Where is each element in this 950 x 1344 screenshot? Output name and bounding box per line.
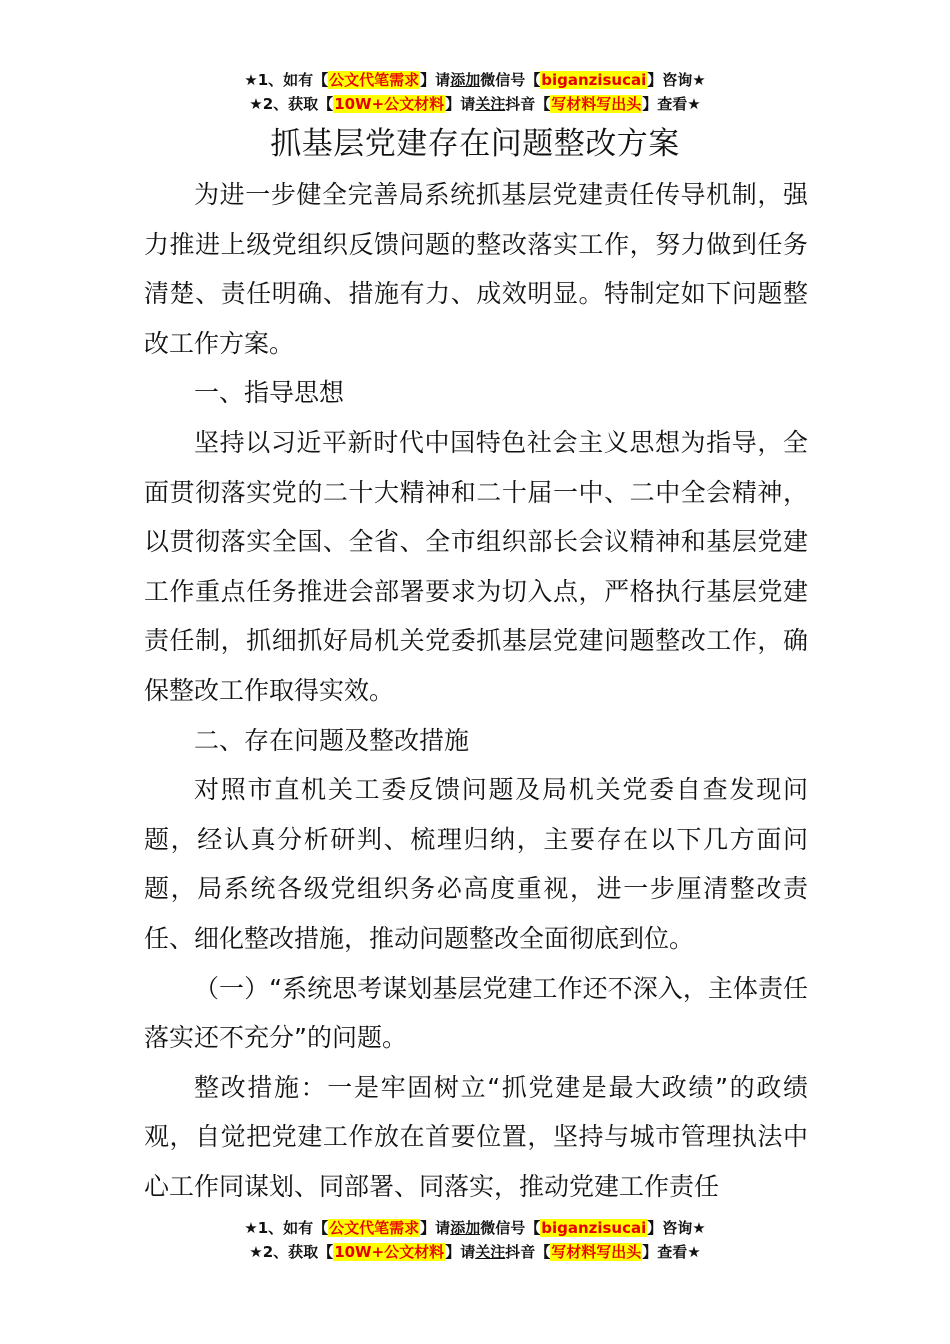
banner-text: 】请 <box>445 95 476 113</box>
banner-text: 抖音【 <box>505 95 551 113</box>
banner-text: 微信号【 <box>480 71 541 89</box>
banner-text: ★1、如有【 <box>244 71 329 89</box>
banner-text: 】咨询★ <box>647 71 706 89</box>
paragraph: 坚持以习近平新时代中国特色社会主义思想为指导，全面贯彻落实党的二十大精神和二十届一中、二中全会精神，以贯彻落实全国、全省、全市组织部长会议精神和基层党建工作重点任务推进会部署要求为切入点，严格执行基层党建责任制，抓细抓好局机关党委抓基层党建问题整改工作，确保整改工作取得实效。 <box>144 427 808 705</box>
underlined-text: 添加 <box>450 1219 481 1237</box>
header-banner <box>0 68 950 116</box>
subsection-heading: （一）“系统思考谋划基层党建工作还不深入，主体责任落实还不充分”的问题。 <box>144 973 808 1053</box>
highlight-text: biganzisucai <box>541 1219 647 1237</box>
highlight-text: 写材料写出头 <box>551 1243 642 1261</box>
banner-text: 】请 <box>445 1243 476 1261</box>
highlight-text: 公文代笔需求 <box>329 71 420 89</box>
banner-line-2 <box>0 92 950 116</box>
banner-text: 】查看★ <box>642 95 701 113</box>
banner-text: ★2、获取【 <box>249 1243 334 1261</box>
section-heading: 二、存在问题及整改措施 <box>194 725 470 755</box>
banner-text: 】查看★ <box>642 1243 701 1261</box>
underlined-text: 关注 <box>475 95 506 113</box>
banner-line-2 <box>0 1240 950 1264</box>
highlight-text: 公文代笔需求 <box>329 1219 420 1237</box>
underlined-text: 关注 <box>475 1243 506 1261</box>
paragraph: 为进一步健全完善局系统抓基层党建责任传导机制，强力推进上级党组织反馈问题的整改落实工作，努力做到任务清楚、责任明确、措施有力、成效明显。特制定如下问题整改工作方案。 <box>144 180 808 358</box>
highlight-text: 10W+公文材料 <box>334 1243 445 1261</box>
banner-text: 】咨询★ <box>647 1219 706 1237</box>
document-title: 抓基层党建存在问题整改方案 <box>270 126 680 162</box>
banner-text: 抖音【 <box>505 1243 551 1261</box>
banner-text: 微信号【 <box>480 1219 541 1237</box>
banner-line-1 <box>0 68 950 92</box>
highlight-text: biganzisucai <box>541 71 647 89</box>
underlined-text: 添加 <box>450 71 481 89</box>
highlight-text: 写材料写出头 <box>551 95 642 113</box>
banner-line-1 <box>0 1216 950 1240</box>
banner-text: 】请 <box>420 71 451 89</box>
footer-banner <box>0 1216 950 1264</box>
banner-text: 】请 <box>420 1219 451 1237</box>
paragraph: 对照市直机关工委反馈问题及局机关党委自查发现问题，经认真分析研判、梳理归纳，主要存在以下几方面问题，局系统各级党组织务必高度重视，进一步厘清整改责任、细化整改措施，推动问题整改全面彻底到位。 <box>144 775 808 953</box>
highlight-text: 10W+公文材料 <box>334 95 445 113</box>
section-heading: 一、指导思想 <box>194 378 345 408</box>
banner-text: ★1、如有【 <box>244 1219 329 1237</box>
paragraph: 整改措施：一是牢固树立“抓党建是最大政绩”的政绩观，自觉把党建工作放在首要位置，坚持与城市管理执法中心工作同谋划、同部署、同落实，推动党建工作责任 <box>144 1072 808 1201</box>
banner-text: ★2、获取【 <box>249 95 334 113</box>
document-body <box>144 170 808 1211</box>
